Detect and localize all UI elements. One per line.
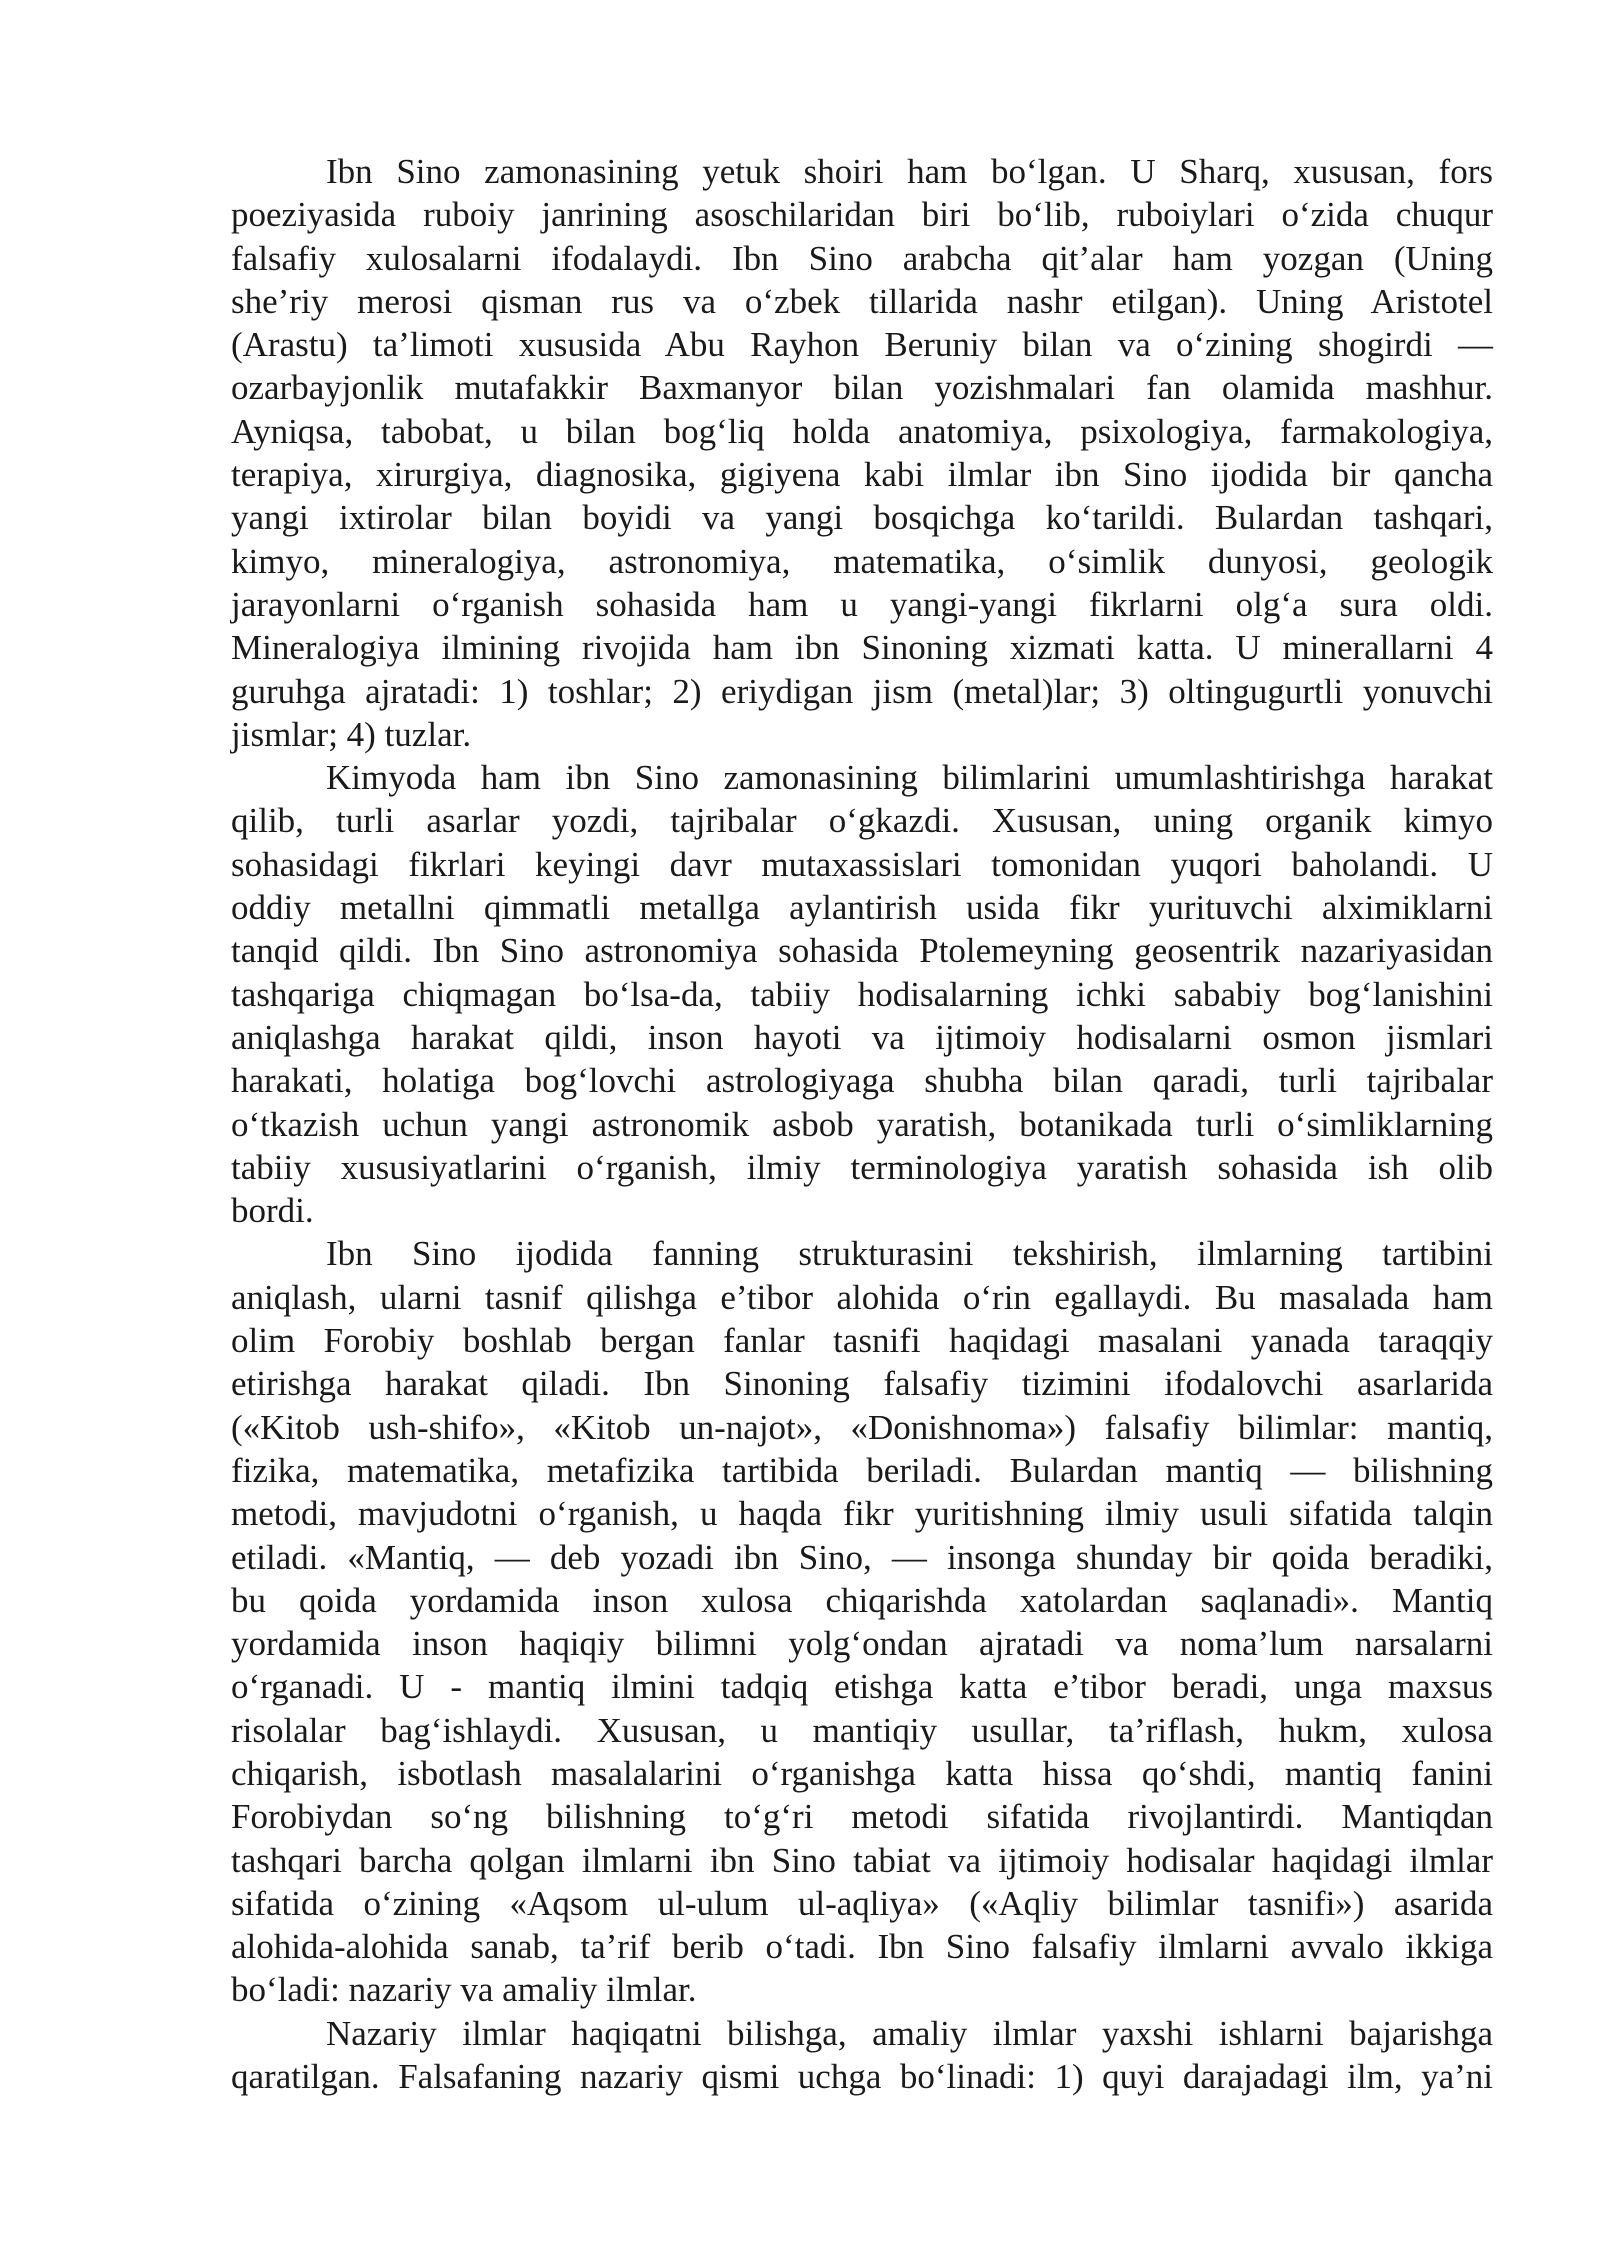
text-line: («Kitob ush-shifo», «Kitob un-najot», «Donishnoma») falsafiy bilimlar: mantiq, <box>231 1407 1493 1447</box>
text-line: Ibn Sino ijodida fanning strukturasini tekshirish, ilmlarning tartibini <box>326 1234 1493 1274</box>
text-line: alohida-alohida sanab, ta’rif berib o‘tadi. Ibn Sino falsafiy ilmlarni avvalo ikkiga <box>231 1927 1493 1967</box>
text-line: terapiya, xirurgiya, diagnosika, gigiyena kabi ilmlar ibn Sino ijodida bir qancha <box>231 455 1493 495</box>
text-line: fizika, matematika, metafizika tartibida beriladi. Bulardan mantiq — bilishning <box>231 1450 1493 1490</box>
text-line: tashqari barcha qolgan ilmlarni ibn Sino tabiat va ijtimoiy hodisalar haqidagi ilmlar <box>231 1840 1493 1880</box>
text-line: bo‘ladi: nazariy va amaliy ilmlar. <box>231 1970 697 2010</box>
text-line: (Arastu) ta’limoti xususida Abu Rayhon Beruniy bilan va o‘zining shogirdi — <box>231 325 1493 365</box>
document-page <box>231 150 1493 2098</box>
text-line: harakati, holatiga bog‘lovchi astrologiyaga shubha bilan qaradi, turli tajribalar <box>231 1061 1493 1101</box>
text-line: Mineralogiya ilmining rivojida ham ibn Sinoning xizmati katta. U minerallarni 4 <box>231 628 1493 668</box>
text-line: yordamida inson haqiqiy bilimni yolg‘ondan ajratadi va noma’lum narsalarni <box>231 1624 1493 1664</box>
text-line: kimyo, mineralogiya, astronomiya, matematika, o‘simlik dunyosi, geologik <box>231 541 1493 581</box>
text-line: guruhga ajratadi: 1) toshlar; 2) eriydigan jism (metal)lar; 3) oltingugurtli yonuvchi <box>231 671 1493 711</box>
text-line: Ayniqsa, tabobat, u bilan bog‘liq holda anatomiya, psixologiya, farmakologiya, <box>231 411 1493 451</box>
text-line: aniqlash, ularni tasnif qilishga e’tibor alohida o‘rin egallaydi. Bu masalada ham <box>231 1277 1493 1317</box>
text-line: bordi. <box>231 1191 314 1231</box>
text-line: tabiiy xususiyatlarini o‘rganish, ilmiy terminologiya yaratish sohasida ish olib <box>231 1147 1493 1187</box>
paragraph-4 <box>231 2012 1493 2099</box>
text-line: metodi, mavjudotni o‘rganish, u haqda fikr yuritishning ilmiy usuli sifatida talqin <box>231 1494 1493 1534</box>
text-line: Kimyoda ham ibn Sino zamonasining bilimlarini umumlashtirishga harakat <box>326 758 1493 798</box>
text-line: sohasidagi fikrlari keyingi davr mutaxassislari tomonidan yuqori baholandi. U <box>231 844 1493 884</box>
text-line: jismlar; 4) tuzlar. <box>231 714 472 754</box>
text-line: risolalar bag‘ishlaydi. Xususan, u mantiqiy usullar, ta’riflash, hukm, xulosa <box>231 1710 1493 1750</box>
text-line: sifatida o‘zining «Aqsom ul-ulum ul-aqliya» («Aqliy bilimlar tasnifi») asarida <box>231 1883 1493 1923</box>
text-line: tashqariga chiqmagan bo‘lsa-da, tabiiy hodisalarning ichki sababiy bog‘lanishini <box>231 974 1493 1014</box>
paragraph-2 <box>231 756 1493 1232</box>
text-line: jarayonlarni o‘rganish sohasida ham u yangi-yangi fikrlarni olg‘a sura oldi. <box>231 584 1493 624</box>
text-line: Forobiydan so‘ng bilishning to‘g‘ri metodi sifatida rivojlantirdi. Mantiqdan <box>231 1797 1493 1837</box>
text-line: oddiy metallni qimmatli metallga aylantirish usida fikr yurituvchi alximiklarni <box>231 888 1493 928</box>
paragraph-3 <box>231 1232 1493 2011</box>
text-line: she’riy merosi qisman rus va o‘zbek tillarida nashr etilgan). Uning Aristotel <box>231 281 1493 321</box>
text-line: Nazariy ilmlar haqiqatni bilishga, amaliy ilmlar yaxshi ishlarni bajarishga <box>326 2013 1493 2053</box>
text-line: poeziyasida ruboiy janrining asoschilaridan biri bo‘lib, ruboiylari o‘zida chuqur <box>231 195 1493 235</box>
text-line: yangi ixtirolar bilan boyidi va yangi bosqichga ko‘tarildi. Bulardan tashqari, <box>231 498 1493 538</box>
text-line: o‘tkazish uchun yangi astronomik asbob yaratish, botanikada turli o‘simliklarning <box>231 1104 1493 1144</box>
text-line: qaratilgan. Falsafaning nazariy qismi uchga bo‘linadi: 1) quyi darajadagi ilm, ya’ni <box>231 2057 1493 2097</box>
text-line: aniqlashga harakat qildi, inson hayoti va ijtimoiy hodisalarni osmon jismlari <box>231 1017 1493 1057</box>
text-line: Ibn Sino zamonasining yetuk shoiri ham bo‘lgan. U Sharq, xususan, fors <box>326 152 1493 191</box>
text-line: olim Forobiy boshlab bergan fanlar tasnifi haqidagi masalani yanada taraqqiy <box>231 1321 1493 1361</box>
text-line: ozarbayjonlik mutafakkir Baxmanyor bilan yozishmalari fan olamida mashhur. <box>231 368 1493 408</box>
text-line: falsafiy xulosalarni ifodalaydi. Ibn Sino arabcha qit’alar ham yozgan (Uning <box>231 238 1493 278</box>
body-text <box>231 150 1493 2098</box>
text-line: o‘rganadi. U - mantiq ilmini tadqiq etishga katta e’tibor beradi, unga maxsus <box>231 1667 1493 1707</box>
text-line: etirishga harakat qiladi. Ibn Sinoning falsafiy tizimini ifodalovchi asarlarida <box>231 1364 1493 1404</box>
paragraph-1 <box>231 150 1493 756</box>
text-line: etiladi. «Mantiq, — deb yozadi ibn Sino, — insonga shunday bir qoida beradiki, <box>231 1537 1493 1577</box>
text-line: tanqid qildi. Ibn Sino astronomiya sohasida Ptolemeyning geosentrik nazariyasidan <box>231 931 1493 971</box>
text-line: chiqarish, isbotlash masalalarini o‘rganishga katta hissa qo‘shdi, mantiq fanini <box>231 1753 1493 1793</box>
text-line: bu qoida yordamida inson xulosa chiqarishda xatolardan saqlanadi». Mantiq <box>231 1580 1493 1620</box>
text-line: qilib, turli asarlar yozdi, tajribalar o‘gkazdi. Xususan, uning organik kimyo <box>231 801 1493 841</box>
